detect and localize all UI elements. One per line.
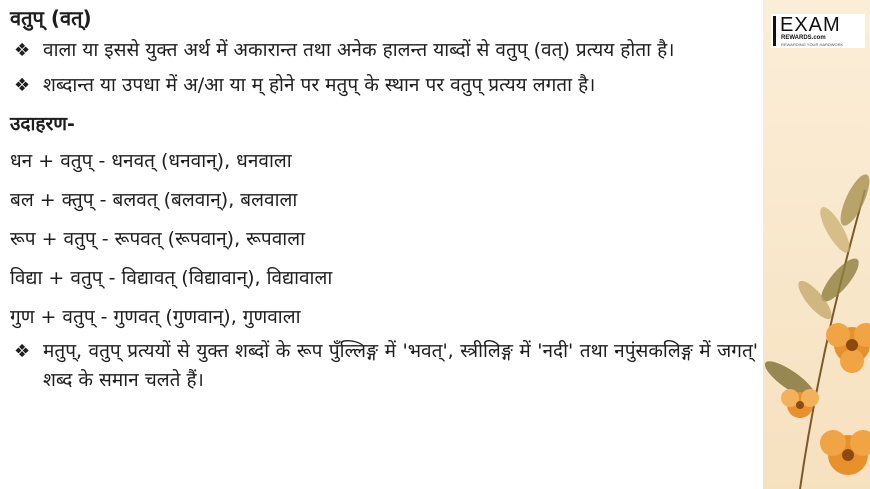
- logo-brand: EXAM: [780, 14, 841, 36]
- logo-tagline: REWARDING YOUR HARDWORK: [781, 42, 844, 47]
- bullet-text: वाला या इससे युक्त अर्थ में अकारान्त तथा अनेक हालन्त याब्दों से वतुप् (वत्) प्रत्यय होता है।: [43, 39, 675, 61]
- bullet-diamond-icon: ❖: [14, 40, 31, 61]
- example-line: गुण + वतुप् - गुणवत् (गुणवान्), गुणवाला: [10, 306, 301, 328]
- slide-heading: वतुप् (वत्): [10, 6, 92, 30]
- example-line: विद्या + वतुप् - विद्यावत् (विद्यावान्), विद्यावाला: [10, 267, 333, 289]
- example-line: बल + क्तुप् - बलवत् (बलवान्), बलवाला: [10, 189, 298, 211]
- bullet-text: शब्दान्त या उपधा में अ/आ या म् होने पर मतुप् के स्थान पर वतुप् प्रत्यय लगता है।: [43, 74, 596, 96]
- example-line: रूप + वतुप् - रूपवत् (रूपवान्), रूपवाला: [10, 228, 305, 250]
- floral-decoration: [760, 150, 870, 489]
- bullet-item: [10, 71, 758, 100]
- bullet-diamond-icon: ❖: [14, 75, 31, 96]
- bullet-diamond-icon: ❖: [14, 341, 31, 362]
- exam-rewards-logo: [771, 14, 865, 48]
- bullet-text: मतुप्, वतुप् प्रत्ययों से युक्त शब्दों के रूप पुँल्लिङ्ग में 'भवत्', स्त्रीलिङ्ग में 'नदी' तथा नपुंसकलिङ्ग में जगत्' शब्द के समान चलते हैं।: [43, 340, 758, 391]
- bullet-item: [10, 337, 758, 395]
- bullet-item: [10, 36, 758, 65]
- examples-heading: उदाहरण-: [10, 113, 75, 135]
- slide-content: [10, 4, 758, 401]
- logo-subtitle: REWARDS.com: [781, 35, 826, 41]
- example-line: धन + वतुप् - धनवत् (धनवान्), धनवाला: [10, 150, 292, 172]
